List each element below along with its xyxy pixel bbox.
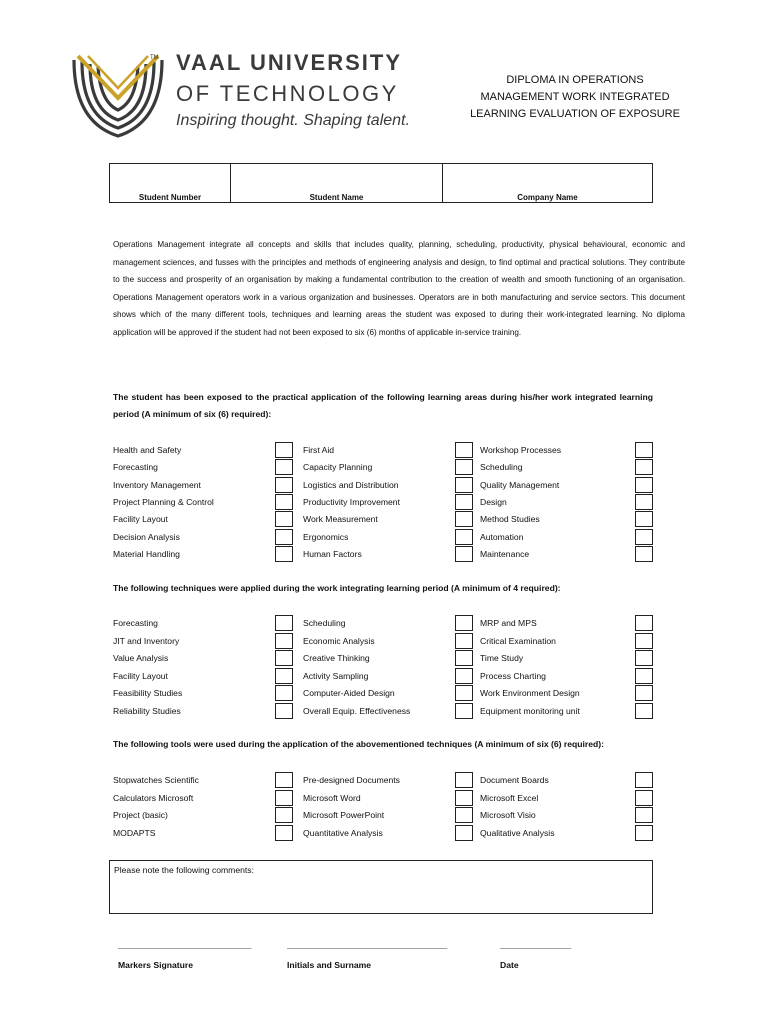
student-info-table xyxy=(109,163,653,203)
checklist-item-label: Forecasting xyxy=(113,618,158,628)
checklist-item-label: Quantitative Analysis xyxy=(303,827,383,838)
checklist-item-label: Work Measurement xyxy=(303,514,378,525)
checklist-item-label: Equipment monitoring unit xyxy=(480,705,580,716)
checkbox[interactable] xyxy=(275,772,293,788)
initials-surname-label: Initials and Surname xyxy=(287,960,372,970)
checklist-item-label: Stopwatches Scientific xyxy=(113,775,199,785)
trademark: TM xyxy=(150,55,159,61)
checkbox[interactable] xyxy=(455,772,473,788)
checkbox[interactable] xyxy=(635,546,653,562)
checklist-item-label: Facility Layout xyxy=(113,514,168,525)
checkbox[interactable] xyxy=(635,650,653,666)
checkbox[interactable] xyxy=(635,703,653,719)
checkbox[interactable] xyxy=(635,772,653,788)
checkbox[interactable] xyxy=(635,529,653,545)
tools-heading: The following tools were used during the application of the abovementioned techniques (A minimum of six (6) required): xyxy=(113,739,604,749)
checkbox[interactable] xyxy=(275,650,293,666)
logo-text-line2: OF TECHNOLOGY xyxy=(176,81,399,106)
company-name-label: Company Name xyxy=(517,193,578,202)
techniques-heading: The following techniques were applied during the work integrating learning period (A minimum of 4 required): xyxy=(113,583,561,593)
checklist-item-label: Critical Examination xyxy=(480,635,556,646)
checklist-item-label: Decision Analysis xyxy=(113,531,180,542)
checkbox[interactable] xyxy=(455,459,473,475)
checkbox[interactable] xyxy=(275,477,293,493)
checkbox[interactable] xyxy=(635,633,653,649)
checkbox[interactable] xyxy=(275,529,293,545)
checkbox[interactable] xyxy=(455,650,473,666)
checkbox[interactable] xyxy=(455,529,473,545)
checkbox[interactable] xyxy=(455,442,473,458)
checklist-item-label: Health and Safety xyxy=(113,445,182,455)
checkbox[interactable] xyxy=(455,790,473,806)
checklist-item-label: Maintenance xyxy=(480,548,530,559)
checkbox[interactable] xyxy=(455,825,473,841)
checkbox[interactable] xyxy=(635,459,653,475)
checkbox[interactable] xyxy=(275,511,293,527)
checklist-item-label: Feasibility Studies xyxy=(113,688,183,698)
checklist-item-label: Work Environment Design xyxy=(480,688,580,698)
checklist-item-label: Inventory Management xyxy=(113,479,201,490)
checklist-item-label: Document Boards xyxy=(480,775,549,785)
checkbox[interactable] xyxy=(275,494,293,510)
checkbox[interactable] xyxy=(455,703,473,719)
checkbox[interactable] xyxy=(275,825,293,841)
checklist-item-label: Scheduling xyxy=(480,462,523,473)
checkbox[interactable] xyxy=(275,459,293,475)
checkbox[interactable] xyxy=(455,546,473,562)
checklist-item-label: Calculators Microsoft xyxy=(113,792,194,803)
checklist-item-label: Project (basic) xyxy=(113,810,168,820)
checklist-item-label: Method Studies xyxy=(480,514,540,525)
checkbox[interactable] xyxy=(275,807,293,823)
checkbox[interactable] xyxy=(635,790,653,806)
student-number-label: Student Number xyxy=(138,193,202,202)
title-line: LEARNING EVALUATION OF EXPOSURE xyxy=(470,108,680,120)
checklist-item-label: Reliability Studies xyxy=(113,705,181,716)
checkbox[interactable] xyxy=(455,511,473,527)
checklist-item-label: Computer-Aided Design xyxy=(303,688,395,698)
checkbox[interactable] xyxy=(275,703,293,719)
checklist-item-label: Human Factors xyxy=(303,548,362,559)
checklist-item-label: Logistics and Distribution xyxy=(303,479,399,490)
markers-signature-line[interactable]: ______________________________ xyxy=(118,940,252,949)
checklist-item-label: Productivity Improvement xyxy=(303,496,400,507)
company-name-field[interactable] xyxy=(443,164,652,202)
comments-label: Please note the following comments: xyxy=(114,865,254,875)
checklist-item-label: Activity Sampling xyxy=(303,670,369,681)
checkbox[interactable] xyxy=(635,668,653,684)
checkbox[interactable] xyxy=(455,633,473,649)
university-logo-mark xyxy=(68,52,168,142)
checklist-item-label: Workshop Processes xyxy=(480,445,562,455)
checklist-item-label: Value Analysis xyxy=(113,653,169,663)
date-label: Date xyxy=(500,960,519,970)
checkbox[interactable] xyxy=(275,546,293,562)
checkbox[interactable] xyxy=(455,807,473,823)
checkbox[interactable] xyxy=(635,615,653,631)
checklist-item-label: Microsoft Excel xyxy=(480,792,539,803)
checkbox[interactable] xyxy=(455,477,473,493)
comments-box[interactable] xyxy=(109,860,653,914)
logo-text-line1: VAAL UNIVERSITY xyxy=(176,50,402,75)
checklist-item-label: JIT and Inventory xyxy=(113,635,180,646)
checkbox[interactable] xyxy=(275,615,293,631)
checklist-item-label: Process Charting xyxy=(480,670,546,681)
student-name-field[interactable] xyxy=(231,164,443,202)
checkbox[interactable] xyxy=(455,668,473,684)
intro-paragraph: Operations Management integrate all concepts and skills that includes quality, planning, scheduling, productivity, physical behavioural, economic and management sciences, and fusses with the principles and methods of engineering analysis and design, to find optimal and practical solutions. They contribute to the success and prosperity of an organisation by making a fundamental contribution to the creation of wealth and smooth functioning of an organisation. Operations Management operators work in a various organization and businesses. Operators are in both manufacturing and service sectors. This document shows which of the many different tools, techniques and learning areas the student was exposed to during their work-integrated learning. No diploma application will be approved if the student had not been exposed to six (6) months of applicable in-service training. xyxy=(113,240,685,337)
checklist-item-label: Qualitative Analysis xyxy=(480,827,555,838)
checklist-item-label: MODAPTS xyxy=(113,827,156,838)
checklist-item-label: Facility Layout xyxy=(113,670,168,681)
checkbox[interactable] xyxy=(275,668,293,684)
checklist-item-label: First Aid xyxy=(303,445,335,455)
checklist-item-label: Scheduling xyxy=(303,618,346,628)
checklist-item-label: Time Study xyxy=(480,653,524,663)
checklist-item-label: Ergonomics xyxy=(303,531,349,542)
date-line[interactable]: ________________ xyxy=(500,940,572,949)
document-title xyxy=(460,72,690,123)
checklist-item-label: Microsoft Visio xyxy=(480,810,536,820)
title-line: MANAGEMENT WORK INTEGRATED xyxy=(480,91,670,103)
checklist-item-label: Quality Management xyxy=(480,479,560,490)
logo-tagline: Inspiring thought. Shaping talent. xyxy=(176,112,410,129)
student-number-field[interactable] xyxy=(110,164,231,202)
checkbox[interactable] xyxy=(635,511,653,527)
checkbox[interactable] xyxy=(635,477,653,493)
checkbox[interactable] xyxy=(275,790,293,806)
title-line: DIPLOMA IN OPERATIONS xyxy=(506,74,644,86)
checklist-item-label: Project Planning & Control xyxy=(113,496,214,507)
learning-areas-heading: The student has been exposed to the practical application of the following learning areas during his/her work integrated learning period (A minimum of six (6) required): xyxy=(113,392,653,419)
checklist-item-label: Forecasting xyxy=(113,462,158,473)
checkbox[interactable] xyxy=(455,494,473,510)
checklist-item-label: Economic Analysis xyxy=(303,635,375,646)
checklist-item-label: Pre-designed Documents xyxy=(303,775,400,785)
checkbox[interactable] xyxy=(275,633,293,649)
checkbox[interactable] xyxy=(455,615,473,631)
checklist-item-label: Material Handling xyxy=(113,548,180,559)
checkbox[interactable] xyxy=(635,494,653,510)
checklist-item-label: Creative Thinking xyxy=(303,653,370,663)
checkbox[interactable] xyxy=(635,807,653,823)
checklist-item-label: MRP and MPS xyxy=(480,618,537,628)
checkbox[interactable] xyxy=(275,685,293,701)
checklist-item-label: Microsoft Word xyxy=(303,792,361,803)
checkbox[interactable] xyxy=(635,825,653,841)
checklist-item-label: Automation xyxy=(480,531,524,542)
checkbox[interactable] xyxy=(455,685,473,701)
checklist-item-label: Design xyxy=(480,496,507,507)
markers-signature-label: Markers Signature xyxy=(118,960,193,970)
checkbox[interactable] xyxy=(635,442,653,458)
checkbox[interactable] xyxy=(275,442,293,458)
student-name-label: Student Name xyxy=(309,193,364,202)
checklist-item-label: Overall Equip. Effectiveness xyxy=(303,705,411,716)
checkbox[interactable] xyxy=(635,685,653,701)
checklist-item-label: Capacity Planning xyxy=(303,462,373,473)
checklist-item-label: Microsoft PowerPoint xyxy=(303,810,385,820)
initials-surname-line[interactable]: ____________________________________ xyxy=(287,940,448,949)
